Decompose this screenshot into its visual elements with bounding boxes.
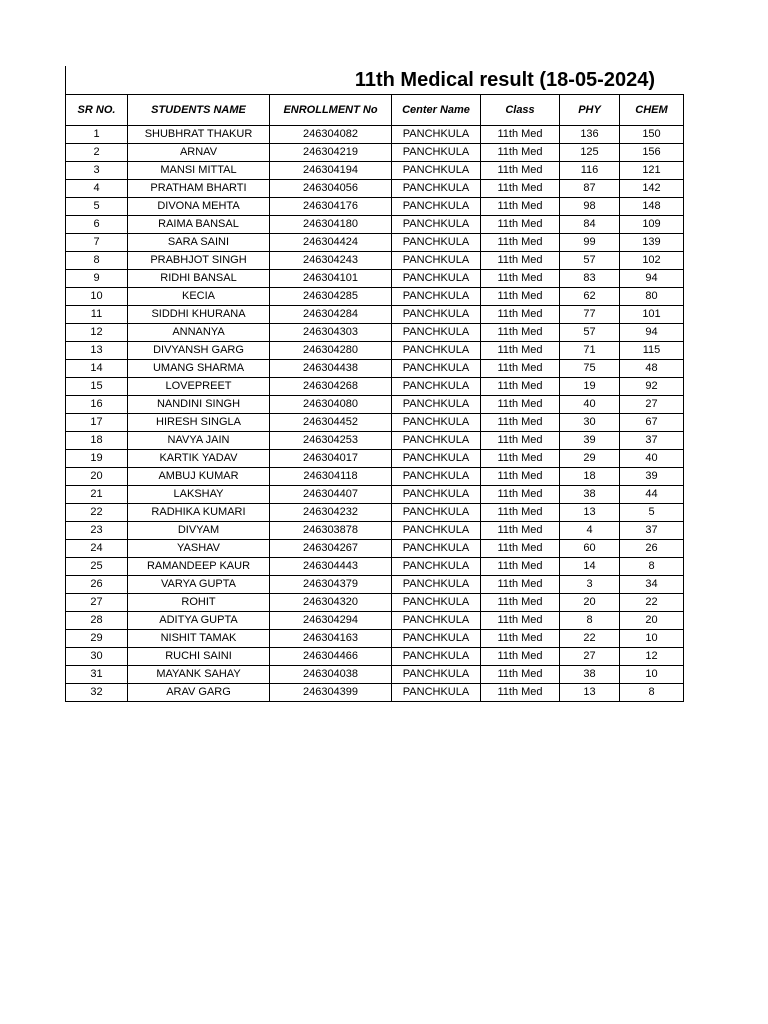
- cell-class: 11th Med: [481, 684, 560, 702]
- header-student-name: STUDENTS NAME: [128, 95, 270, 126]
- table-row: [66, 576, 684, 594]
- header-phy: PHY: [560, 95, 620, 126]
- cell-student-name: LOVEPREET: [128, 378, 270, 396]
- cell-student-name: MAYANK SAHAY: [128, 666, 270, 684]
- cell-sr-no: 8: [66, 252, 128, 270]
- table-body: [66, 126, 684, 702]
- cell-student-name: KECIA: [128, 288, 270, 306]
- cell-student-name: PRATHAM BHARTI: [128, 180, 270, 198]
- cell-phy: 99: [560, 234, 620, 252]
- cell-student-name: KARTIK YADAV: [128, 450, 270, 468]
- cell-sr-no: 19: [66, 450, 128, 468]
- table-row: [66, 666, 684, 684]
- cell-chem: 156: [620, 144, 684, 162]
- cell-class: 11th Med: [481, 666, 560, 684]
- result-table: [65, 94, 684, 702]
- cell-phy: 60: [560, 540, 620, 558]
- cell-chem: 22: [620, 594, 684, 612]
- table-row: [66, 522, 684, 540]
- table-row: [66, 486, 684, 504]
- cell-center-name: PANCHKULA: [392, 378, 481, 396]
- table-row: [66, 162, 684, 180]
- cell-center-name: PANCHKULA: [392, 234, 481, 252]
- table-row: [66, 540, 684, 558]
- cell-sr-no: 29: [66, 630, 128, 648]
- cell-enrollment-no: 246304443: [270, 558, 392, 576]
- cell-phy: 116: [560, 162, 620, 180]
- cell-chem: 20: [620, 612, 684, 630]
- cell-chem: 39: [620, 468, 684, 486]
- cell-class: 11th Med: [481, 522, 560, 540]
- cell-sr-no: 20: [66, 468, 128, 486]
- cell-class: 11th Med: [481, 612, 560, 630]
- cell-class: 11th Med: [481, 558, 560, 576]
- cell-student-name: ARAV GARG: [128, 684, 270, 702]
- cell-class: 11th Med: [481, 630, 560, 648]
- cell-enrollment-no: 246304407: [270, 486, 392, 504]
- result-sheet: [65, 66, 683, 702]
- cell-chem: 44: [620, 486, 684, 504]
- cell-student-name: MANSI MITTAL: [128, 162, 270, 180]
- cell-class: 11th Med: [481, 234, 560, 252]
- cell-chem: 139: [620, 234, 684, 252]
- header-class: Class: [481, 95, 560, 126]
- cell-phy: 14: [560, 558, 620, 576]
- cell-phy: 84: [560, 216, 620, 234]
- cell-sr-no: 28: [66, 612, 128, 630]
- title-row: [65, 66, 683, 94]
- cell-student-name: LAKSHAY: [128, 486, 270, 504]
- cell-class: 11th Med: [481, 360, 560, 378]
- cell-enrollment-no: 246304379: [270, 576, 392, 594]
- cell-chem: 115: [620, 342, 684, 360]
- cell-phy: 30: [560, 414, 620, 432]
- table-row: [66, 306, 684, 324]
- cell-class: 11th Med: [481, 270, 560, 288]
- cell-sr-no: 13: [66, 342, 128, 360]
- cell-sr-no: 30: [66, 648, 128, 666]
- cell-center-name: PANCHKULA: [392, 342, 481, 360]
- cell-center-name: PANCHKULA: [392, 540, 481, 558]
- cell-phy: 3: [560, 576, 620, 594]
- cell-phy: 77: [560, 306, 620, 324]
- cell-enrollment-no: 246304253: [270, 432, 392, 450]
- cell-enrollment-no: 246304466: [270, 648, 392, 666]
- cell-phy: 38: [560, 486, 620, 504]
- cell-enrollment-no: 246304303: [270, 324, 392, 342]
- cell-enrollment-no: 246304424: [270, 234, 392, 252]
- cell-sr-no: 16: [66, 396, 128, 414]
- cell-enrollment-no: 246304163: [270, 630, 392, 648]
- cell-student-name: NISHIT TAMAK: [128, 630, 270, 648]
- cell-sr-no: 12: [66, 324, 128, 342]
- cell-class: 11th Med: [481, 378, 560, 396]
- cell-class: 11th Med: [481, 594, 560, 612]
- cell-center-name: PANCHKULA: [392, 666, 481, 684]
- cell-enrollment-no: 246304118: [270, 468, 392, 486]
- table-row: [66, 252, 684, 270]
- cell-sr-no: 10: [66, 288, 128, 306]
- cell-chem: 8: [620, 684, 684, 702]
- cell-chem: 37: [620, 432, 684, 450]
- cell-center-name: PANCHKULA: [392, 450, 481, 468]
- table-row: [66, 270, 684, 288]
- cell-student-name: ADITYA GUPTA: [128, 612, 270, 630]
- cell-phy: 57: [560, 324, 620, 342]
- cell-phy: 125: [560, 144, 620, 162]
- cell-phy: 38: [560, 666, 620, 684]
- cell-center-name: PANCHKULA: [392, 522, 481, 540]
- table-row: [66, 414, 684, 432]
- cell-class: 11th Med: [481, 414, 560, 432]
- cell-phy: 4: [560, 522, 620, 540]
- cell-center-name: PANCHKULA: [392, 144, 481, 162]
- cell-enrollment-no: 246304194: [270, 162, 392, 180]
- cell-class: 11th Med: [481, 540, 560, 558]
- cell-student-name: PRABHJOT SINGH: [128, 252, 270, 270]
- cell-center-name: PANCHKULA: [392, 162, 481, 180]
- table-row: [66, 198, 684, 216]
- cell-chem: 67: [620, 414, 684, 432]
- cell-phy: 62: [560, 288, 620, 306]
- cell-center-name: PANCHKULA: [392, 270, 481, 288]
- cell-chem: 121: [620, 162, 684, 180]
- cell-sr-no: 14: [66, 360, 128, 378]
- cell-class: 11th Med: [481, 180, 560, 198]
- cell-center-name: PANCHKULA: [392, 486, 481, 504]
- cell-student-name: NAVYA JAIN: [128, 432, 270, 450]
- cell-student-name: SIDDHI KHURANA: [128, 306, 270, 324]
- cell-chem: 48: [620, 360, 684, 378]
- cell-class: 11th Med: [481, 288, 560, 306]
- cell-center-name: PANCHKULA: [392, 468, 481, 486]
- cell-chem: 40: [620, 450, 684, 468]
- table-row: [66, 396, 684, 414]
- cell-center-name: PANCHKULA: [392, 360, 481, 378]
- cell-center-name: PANCHKULA: [392, 504, 481, 522]
- cell-sr-no: 5: [66, 198, 128, 216]
- cell-enrollment-no: 246304268: [270, 378, 392, 396]
- cell-phy: 29: [560, 450, 620, 468]
- table-row: [66, 450, 684, 468]
- cell-chem: 26: [620, 540, 684, 558]
- cell-class: 11th Med: [481, 216, 560, 234]
- cell-enrollment-no: 246304267: [270, 540, 392, 558]
- cell-sr-no: 17: [66, 414, 128, 432]
- cell-student-name: RADHIKA KUMARI: [128, 504, 270, 522]
- cell-student-name: SHUBHRAT THAKUR: [128, 126, 270, 144]
- header-chem: CHEM: [620, 95, 684, 126]
- table-row: [66, 558, 684, 576]
- cell-enrollment-no: 246304438: [270, 360, 392, 378]
- table-row: [66, 612, 684, 630]
- cell-student-name: VARYA GUPTA: [128, 576, 270, 594]
- cell-class: 11th Med: [481, 648, 560, 666]
- cell-sr-no: 2: [66, 144, 128, 162]
- cell-enrollment-no: 246304320: [270, 594, 392, 612]
- cell-center-name: PANCHKULA: [392, 414, 481, 432]
- cell-chem: 34: [620, 576, 684, 594]
- cell-phy: 57: [560, 252, 620, 270]
- cell-center-name: PANCHKULA: [392, 216, 481, 234]
- cell-phy: 13: [560, 504, 620, 522]
- cell-center-name: PANCHKULA: [392, 324, 481, 342]
- cell-enrollment-no: 246303878: [270, 522, 392, 540]
- cell-enrollment-no: 246304038: [270, 666, 392, 684]
- cell-phy: 75: [560, 360, 620, 378]
- cell-center-name: PANCHKULA: [392, 432, 481, 450]
- cell-chem: 10: [620, 666, 684, 684]
- cell-sr-no: 25: [66, 558, 128, 576]
- cell-student-name: DIVYANSH GARG: [128, 342, 270, 360]
- cell-sr-no: 7: [66, 234, 128, 252]
- cell-chem: 8: [620, 558, 684, 576]
- table-row: [66, 432, 684, 450]
- cell-center-name: PANCHKULA: [392, 630, 481, 648]
- cell-enrollment-no: 246304399: [270, 684, 392, 702]
- cell-sr-no: 26: [66, 576, 128, 594]
- cell-enrollment-no: 246304082: [270, 126, 392, 144]
- cell-class: 11th Med: [481, 450, 560, 468]
- table-row: [66, 342, 684, 360]
- cell-chem: 102: [620, 252, 684, 270]
- cell-student-name: NANDINI SINGH: [128, 396, 270, 414]
- cell-phy: 13: [560, 684, 620, 702]
- cell-phy: 18: [560, 468, 620, 486]
- cell-center-name: PANCHKULA: [392, 288, 481, 306]
- table-row: [66, 180, 684, 198]
- table-row: [66, 378, 684, 396]
- cell-enrollment-no: 246304101: [270, 270, 392, 288]
- cell-enrollment-no: 246304280: [270, 342, 392, 360]
- cell-student-name: SARA SAINI: [128, 234, 270, 252]
- cell-chem: 109: [620, 216, 684, 234]
- cell-class: 11th Med: [481, 432, 560, 450]
- cell-phy: 19: [560, 378, 620, 396]
- cell-class: 11th Med: [481, 486, 560, 504]
- cell-chem: 92: [620, 378, 684, 396]
- table-header: [66, 95, 684, 126]
- cell-center-name: PANCHKULA: [392, 126, 481, 144]
- cell-chem: 27: [620, 396, 684, 414]
- cell-center-name: PANCHKULA: [392, 684, 481, 702]
- cell-enrollment-no: 246304285: [270, 288, 392, 306]
- cell-sr-no: 9: [66, 270, 128, 288]
- cell-center-name: PANCHKULA: [392, 180, 481, 198]
- cell-class: 11th Med: [481, 126, 560, 144]
- cell-center-name: PANCHKULA: [392, 576, 481, 594]
- cell-chem: 80: [620, 288, 684, 306]
- cell-phy: 71: [560, 342, 620, 360]
- cell-class: 11th Med: [481, 396, 560, 414]
- cell-phy: 40: [560, 396, 620, 414]
- cell-sr-no: 15: [66, 378, 128, 396]
- cell-center-name: PANCHKULA: [392, 648, 481, 666]
- cell-student-name: RUCHI SAINI: [128, 648, 270, 666]
- cell-center-name: PANCHKULA: [392, 198, 481, 216]
- cell-chem: 12: [620, 648, 684, 666]
- cell-class: 11th Med: [481, 306, 560, 324]
- cell-student-name: RIDHI BANSAL: [128, 270, 270, 288]
- table-row: [66, 216, 684, 234]
- cell-chem: 101: [620, 306, 684, 324]
- cell-sr-no: 11: [66, 306, 128, 324]
- cell-enrollment-no: 246304180: [270, 216, 392, 234]
- header-sr-no: SR NO.: [66, 95, 128, 126]
- header-center-name: Center Name: [392, 95, 481, 126]
- table-row: [66, 288, 684, 306]
- table-row: [66, 684, 684, 702]
- cell-chem: 10: [620, 630, 684, 648]
- cell-class: 11th Med: [481, 144, 560, 162]
- cell-class: 11th Med: [481, 342, 560, 360]
- cell-enrollment-no: 246304294: [270, 612, 392, 630]
- cell-enrollment-no: 246304080: [270, 396, 392, 414]
- cell-student-name: AMBUJ KUMAR: [128, 468, 270, 486]
- cell-sr-no: 18: [66, 432, 128, 450]
- table-row: [66, 504, 684, 522]
- cell-phy: 27: [560, 648, 620, 666]
- cell-sr-no: 23: [66, 522, 128, 540]
- cell-center-name: PANCHKULA: [392, 594, 481, 612]
- cell-phy: 83: [560, 270, 620, 288]
- cell-sr-no: 31: [66, 666, 128, 684]
- cell-center-name: PANCHKULA: [392, 306, 481, 324]
- cell-student-name: ANNANYA: [128, 324, 270, 342]
- table-row: [66, 630, 684, 648]
- cell-phy: 8: [560, 612, 620, 630]
- cell-phy: 22: [560, 630, 620, 648]
- cell-phy: 98: [560, 198, 620, 216]
- cell-enrollment-no: 246304219: [270, 144, 392, 162]
- cell-chem: 150: [620, 126, 684, 144]
- header-enrollment-no: ENROLLMENT No: [270, 95, 392, 126]
- cell-enrollment-no: 246304017: [270, 450, 392, 468]
- cell-class: 11th Med: [481, 162, 560, 180]
- cell-chem: 37: [620, 522, 684, 540]
- cell-student-name: RAMANDEEP KAUR: [128, 558, 270, 576]
- table-row: [66, 324, 684, 342]
- cell-chem: 142: [620, 180, 684, 198]
- cell-sr-no: 22: [66, 504, 128, 522]
- cell-sr-no: 6: [66, 216, 128, 234]
- cell-class: 11th Med: [481, 504, 560, 522]
- cell-center-name: PANCHKULA: [392, 612, 481, 630]
- cell-student-name: YASHAV: [128, 540, 270, 558]
- cell-class: 11th Med: [481, 324, 560, 342]
- cell-chem: 94: [620, 270, 684, 288]
- cell-enrollment-no: 246304056: [270, 180, 392, 198]
- cell-class: 11th Med: [481, 576, 560, 594]
- cell-enrollment-no: 246304176: [270, 198, 392, 216]
- cell-center-name: PANCHKULA: [392, 396, 481, 414]
- cell-center-name: PANCHKULA: [392, 252, 481, 270]
- cell-chem: 5: [620, 504, 684, 522]
- cell-center-name: PANCHKULA: [392, 558, 481, 576]
- table-row: [66, 594, 684, 612]
- header-row: [66, 95, 684, 126]
- cell-class: 11th Med: [481, 198, 560, 216]
- cell-phy: 136: [560, 126, 620, 144]
- table-row: [66, 144, 684, 162]
- cell-enrollment-no: 246304284: [270, 306, 392, 324]
- cell-sr-no: 1: [66, 126, 128, 144]
- cell-sr-no: 21: [66, 486, 128, 504]
- table-row: [66, 234, 684, 252]
- cell-student-name: UMANG SHARMA: [128, 360, 270, 378]
- cell-student-name: ROHIT: [128, 594, 270, 612]
- cell-sr-no: 24: [66, 540, 128, 558]
- table-row: [66, 648, 684, 666]
- cell-sr-no: 3: [66, 162, 128, 180]
- cell-student-name: DIVONA MEHTA: [128, 198, 270, 216]
- table-row: [66, 468, 684, 486]
- cell-student-name: DIVYAM: [128, 522, 270, 540]
- cell-enrollment-no: 246304452: [270, 414, 392, 432]
- cell-enrollment-no: 246304243: [270, 252, 392, 270]
- cell-chem: 148: [620, 198, 684, 216]
- cell-phy: 20: [560, 594, 620, 612]
- cell-student-name: HIRESH SINGLA: [128, 414, 270, 432]
- table-row: [66, 360, 684, 378]
- cell-phy: 39: [560, 432, 620, 450]
- cell-student-name: ARNAV: [128, 144, 270, 162]
- table-row: [66, 126, 684, 144]
- cell-sr-no: 27: [66, 594, 128, 612]
- cell-sr-no: 4: [66, 180, 128, 198]
- cell-class: 11th Med: [481, 468, 560, 486]
- cell-enrollment-no: 246304232: [270, 504, 392, 522]
- cell-student-name: RAIMA BANSAL: [128, 216, 270, 234]
- page-title: 11th Medical result (18-05-2024): [354, 69, 655, 91]
- cell-sr-no: 32: [66, 684, 128, 702]
- cell-chem: 94: [620, 324, 684, 342]
- cell-class: 11th Med: [481, 252, 560, 270]
- cell-phy: 87: [560, 180, 620, 198]
